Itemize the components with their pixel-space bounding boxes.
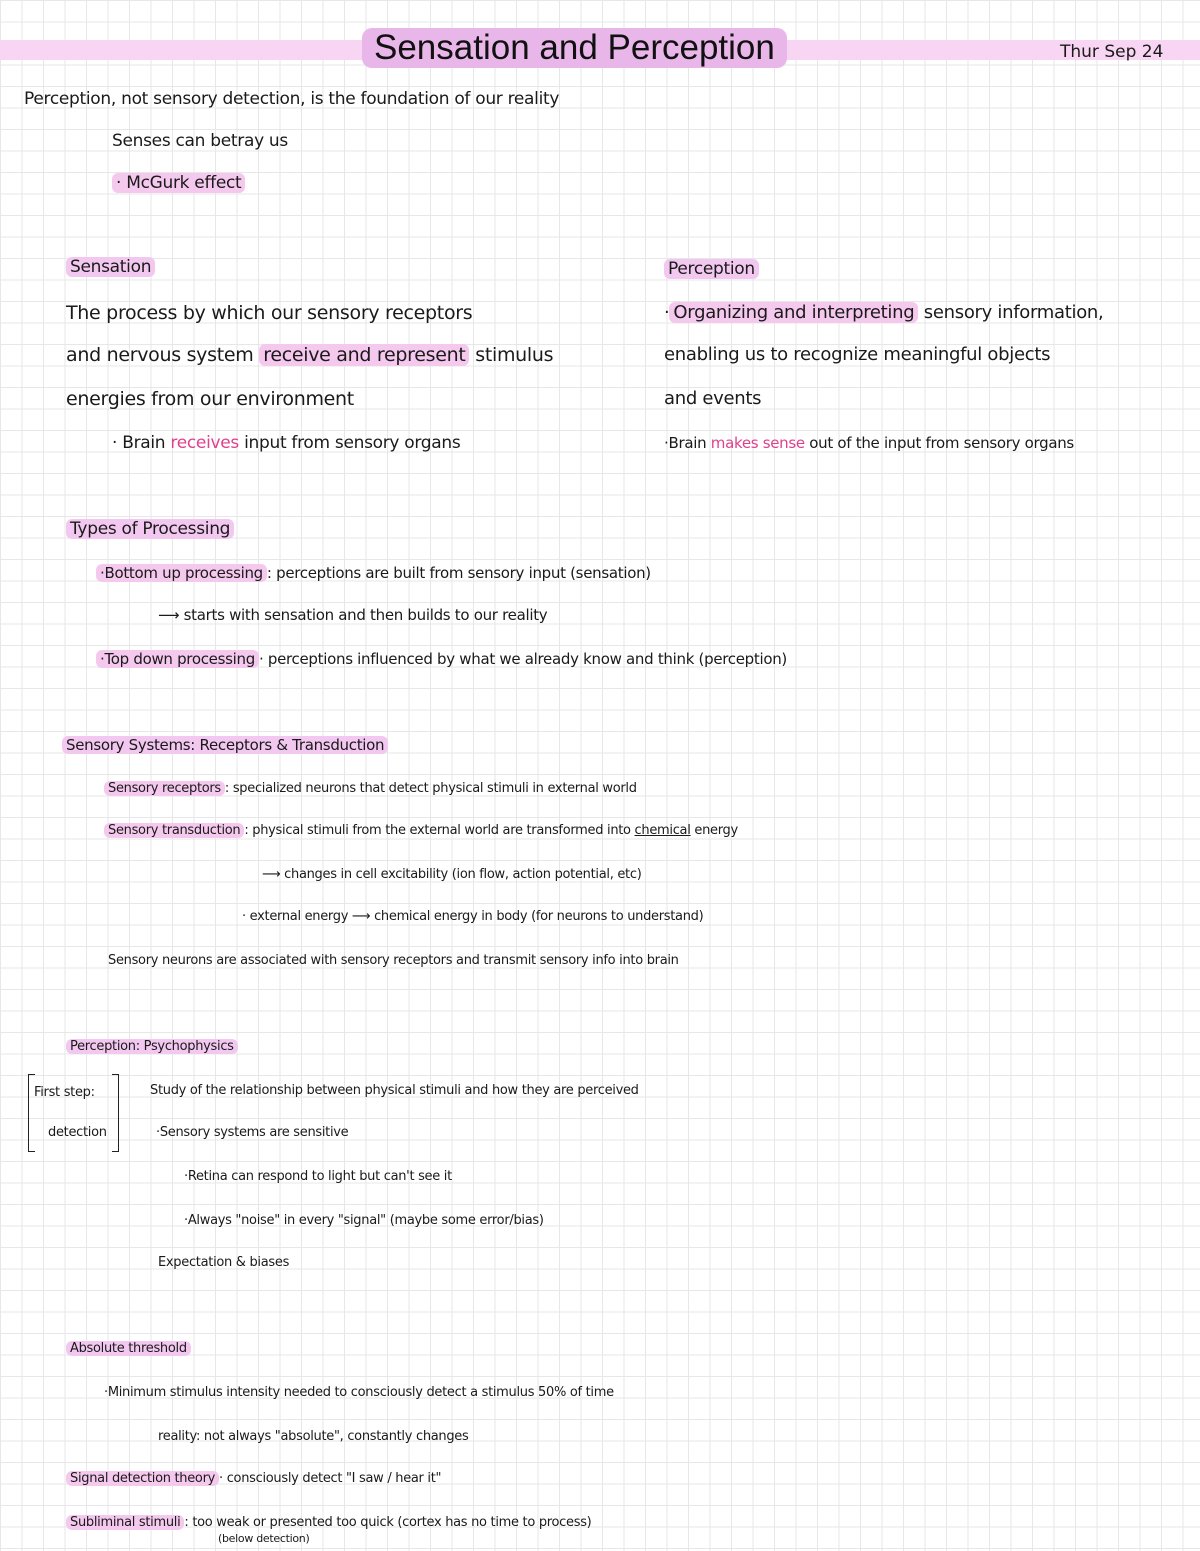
perception-def-1c: sensory information,: [918, 302, 1104, 323]
psychophysics-retina: ·Retina can respond to light but can't see it: [184, 1169, 452, 1184]
perception-def-1a: ·: [664, 302, 670, 323]
top-down-line: [96, 648, 787, 670]
psychophysics-heading-text: Perception: Psychophysics: [66, 1039, 238, 1054]
bracket-line-1: First step:: [34, 1085, 95, 1100]
perception-bullet-c: out of the input from sensory organs: [804, 434, 1074, 452]
sensation-heading: [66, 256, 155, 278]
intro-bullet: [112, 172, 245, 194]
signal-detection-line: [66, 1468, 441, 1490]
transduction-text-a: : physical stimuli from the external world are transformed into: [244, 823, 635, 838]
perception-heading-text: Perception: [664, 259, 759, 279]
processing-heading: [66, 518, 234, 540]
top-down-label: ·Top down processing: [96, 650, 259, 668]
psychophysics-study: Study of the relationship between physical stimuli and how they are perceived: [150, 1083, 639, 1098]
bottom-up-arrow-line: ⟶ starts with sensation and then builds to our reality: [158, 606, 548, 624]
intro-line-2: Senses can betray us: [112, 131, 288, 151]
sensation-bullet-c: input from sensory organs: [238, 433, 461, 453]
bottom-up-line: [96, 562, 651, 584]
transduction-line: [104, 820, 738, 842]
bracket-line-2: detection: [48, 1125, 107, 1140]
sensation-def-2: [66, 344, 553, 366]
psychophysics-heading: [66, 1036, 238, 1058]
psychophysics-noise: ·Always "noise" in every "signal" (maybe some error/bias): [184, 1213, 544, 1228]
subliminal-sub: (below detection): [218, 1532, 310, 1545]
perception-heading: [664, 258, 759, 280]
transduction-text-b: chemical: [634, 823, 691, 838]
top-down-text: · perceptions influenced by what we already know and think (perception): [258, 650, 787, 668]
perception-bullet-a: ·Brain: [664, 434, 711, 452]
transduction-text-c: energy: [690, 823, 738, 838]
transduction-label: Sensory transduction: [104, 823, 244, 838]
sensation-def-3: energies from our environment: [66, 388, 354, 410]
sensation-bullet-b: receives: [170, 433, 239, 453]
threshold-minimum: ·Minimum stimulus intensity needed to consciously detect a stimulus 50% of time: [104, 1385, 614, 1400]
sensation-def-2c: stimulus: [469, 344, 554, 366]
sensory-systems-heading-text: Sensory Systems: Receptors & Transduction: [62, 736, 388, 754]
receptors-line: [104, 778, 637, 800]
processing-heading-text: Types of Processing: [66, 519, 234, 539]
external-energy-line: · external energy ⟶ chemical energy in body (for neurons to understand): [242, 909, 704, 924]
perception-bullet: [664, 432, 1074, 454]
receptors-text: : specialized neurons that detect physical stimuli in external world: [224, 781, 637, 796]
sensory-systems-heading: [62, 734, 388, 756]
perception-def-2: enabling us to recognize meaningful objects: [664, 344, 1051, 365]
perception-def-1: [664, 302, 1103, 324]
signal-detection-label: Signal detection theory: [66, 1471, 219, 1486]
page-title: Sensation and Perception: [362, 28, 787, 68]
page-date: Thur Sep 24: [1060, 42, 1164, 62]
sensation-def-1: The process by which our sensory receptors: [66, 302, 473, 324]
bottom-up-label: ·Bottom up processing: [96, 564, 267, 582]
subliminal-line: [66, 1512, 591, 1534]
bottom-up-text: : perceptions are built from sensory input (sensation): [266, 564, 651, 582]
signal-detection-text: · consciously detect "I saw / hear it": [219, 1471, 442, 1486]
sensation-def-2b: receive and represent: [259, 344, 469, 366]
sensation-bullet: [112, 432, 460, 454]
psychophysics-sensitive: ·Sensory systems are sensitive: [156, 1125, 349, 1140]
sensation-heading-text: Sensation: [66, 257, 155, 277]
sensory-neurons-line: Sensory neurons are associated with sensory receptors and transmit sensory info into brain: [108, 953, 679, 968]
perception-def-3: and events: [664, 388, 762, 409]
perception-bullet-b: makes sense: [710, 434, 805, 452]
threshold-reality: reality: not always "absolute", constantly changes: [158, 1429, 469, 1444]
threshold-heading: [66, 1338, 191, 1360]
transduction-arrow-line: ⟶ changes in cell excitability (ion flow, action potential, etc): [262, 867, 642, 882]
subliminal-text: : too weak or presented too quick (cortex has no time to process): [184, 1515, 592, 1530]
sensation-bullet-a: · Brain: [112, 433, 171, 453]
right-bracket: [112, 1074, 119, 1152]
intro-line-1: Perception, not sensory detection, is the foundation of our reality: [24, 89, 560, 109]
subliminal-label: Subliminal stimuli: [66, 1515, 184, 1530]
threshold-heading-text: Absolute threshold: [66, 1341, 191, 1356]
perception-def-1b: Organizing and interpreting: [669, 302, 918, 323]
psychophysics-expectation: Expectation & biases: [158, 1255, 290, 1270]
sensation-def-2a: and nervous system: [66, 344, 260, 366]
mcgurk-highlight: · McGurk effect: [112, 173, 245, 193]
receptors-label: Sensory receptors: [104, 781, 225, 796]
